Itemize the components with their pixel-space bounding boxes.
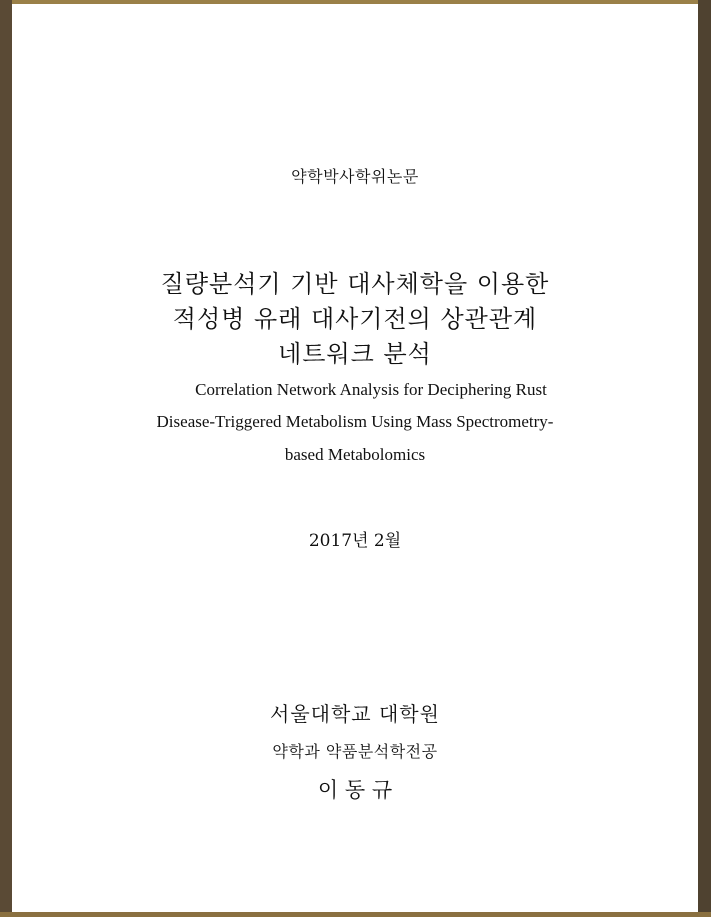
university-name: 서울대학교 대학원	[270, 702, 440, 726]
english-title-line-3: based Metabolomics	[284, 445, 426, 464]
korean-title-line-3: 네트워크 분석	[278, 340, 432, 368]
window-frame-left	[0, 0, 12, 917]
degree-label: 약학박사학위논문	[291, 167, 419, 186]
korean-title-line-2: 적성병 유래 대사기전의 상관관계	[172, 305, 538, 333]
window-frame-bottom	[0, 912, 711, 917]
submission-date: 2017년 2월	[308, 531, 402, 551]
window-frame-right	[698, 0, 711, 917]
english-title-line-2: Disease-Triggered Metabolism Using Mass Spectrometry-	[156, 412, 554, 431]
author-name: 이 동 규	[317, 778, 393, 802]
document-page	[12, 4, 698, 912]
department-name: 약학과 약품분석학전공	[272, 742, 438, 761]
english-title-line-1: Correlation Network Analysis for Deciphering Rust	[195, 380, 547, 399]
korean-title-line-1: 질량분석기 기반 대사체학을 이용한	[160, 270, 550, 298]
